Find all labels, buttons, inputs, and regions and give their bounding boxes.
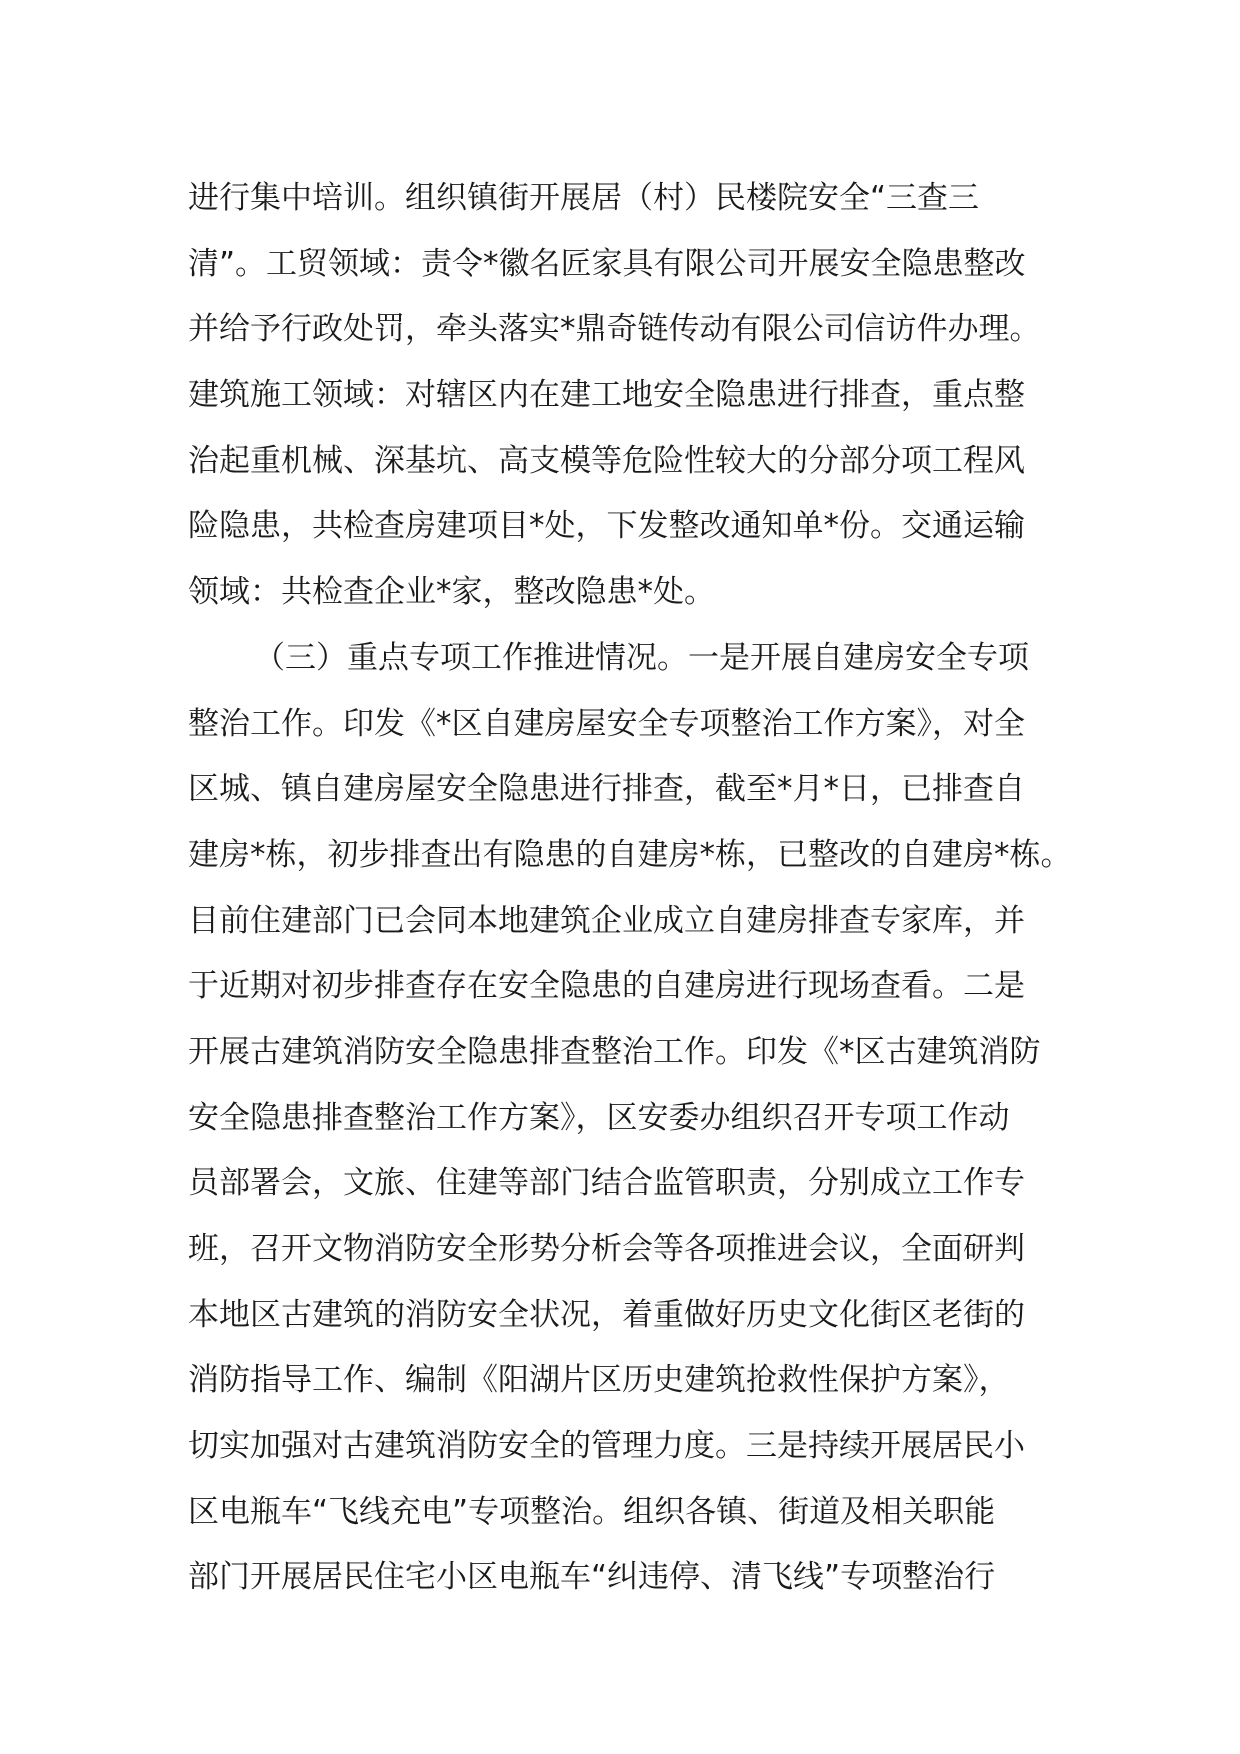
text-line: 区电瓶车“飞线充电”专项整治。组织各镇、街道及相关职能	[188, 1493, 996, 1530]
text-line: 目前住建部门已会同本地建筑企业成立自建房排查专家库，并	[188, 902, 1025, 939]
text-line: 班，召开文物消防安全形势分析会等各项推进会议，全面研判	[188, 1231, 1025, 1267]
text-line: 并给予行政处罚，牵头落实*鼎奇链传动有限公司信访件办理。	[188, 311, 1041, 348]
text-line: 员部署会，文旅、住建等部门结合监管职责，分别成立工作专	[188, 1165, 1025, 1202]
section-heading-line: （三）重点专项工作推进情况。一是开展自建房安全专项	[254, 639, 1029, 676]
text-line: 清”。工贸领域：责令*徽名匠家具有限公司开展安全隐患整改	[188, 245, 1026, 282]
text-line: 险隐患，共检查房建项目*处，下发整改通知单*份。交通运输	[188, 508, 1025, 545]
text-line: 部门开展居民住宅小区电瓶车“纠违停、清飞线”专项整治行	[188, 1559, 996, 1596]
text-line: 领域：共检查企业*家，整改隐患*处。	[188, 574, 715, 611]
text-line: 开展古建筑消防安全隐患排查整治工作。印发《*区古建筑消防	[188, 1033, 1041, 1070]
text-line: 治起重机械、深基坑、高支模等危险性较大的分部分项工程风	[188, 442, 1025, 479]
text-line: 于近期对初步排查存在安全隐患的自建房进行现场查看。二是	[188, 968, 1025, 1005]
text-line: 区城、镇自建房屋安全隐患进行排查，截至*月*日，已排查自	[188, 771, 1025, 808]
text-line: 消防指导工作、编制《阳湖片区历史建筑抢救性保护方案》，	[188, 1362, 1010, 1399]
text-line: 本地区古建筑的消防安全状况，着重做好历史文化街区老街的	[188, 1296, 1025, 1333]
body-text	[188, 166, 1072, 1611]
text-line: 安全隐患排查整治工作方案》，区安委办组织召开专项工作动	[188, 1099, 1010, 1136]
text-line: 整治工作。印发《*区自建房屋安全专项整治工作方案》，对全	[188, 705, 1025, 742]
text-line: 进行集中培训。组织镇街开展居（村）民楼院安全“三查三	[188, 180, 980, 216]
text-line: 建房*栋，初步排查出有隐患的自建房*栋，已整改的自建房*栋。	[188, 836, 1072, 873]
text-line: 切实加强对古建筑消防安全的管理力度。三是持续开展居民小	[188, 1428, 1025, 1465]
text-line: 建筑施工领域：对辖区内在建工地安全隐患进行排查，重点整	[188, 377, 1025, 414]
